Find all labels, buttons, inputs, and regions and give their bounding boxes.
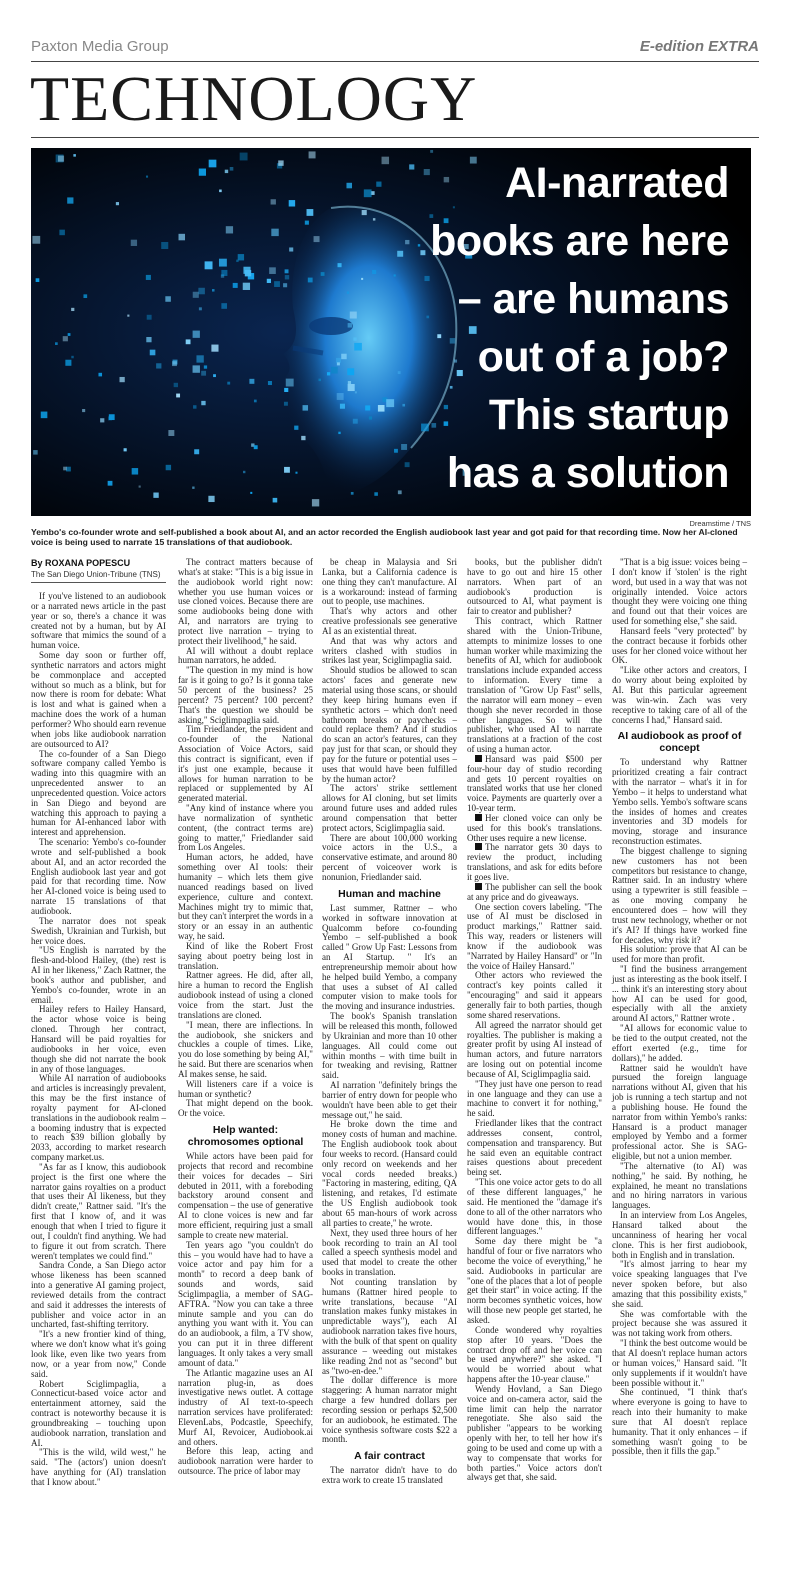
article-paragraph: "US English is narrated by the flesh-and-blood Hailey, (the) rest is AI in her likeness," Zach Rattner, the book's author and publisher, and Yembo's co-founder, wrote in an email.: [31, 945, 166, 1005]
article-paragraph: "AI allows for economic value to be tied to the output created, not the effort exerted (e.g., time for dollars)," he added.: [612, 1023, 747, 1063]
article-paragraph: Friedlander likes that the contract addresses consent, control, compensation and transparency. But he said even an equitable contract raises questions about precedent being set.: [467, 1118, 602, 1178]
bullet-paragraph: [467, 814, 602, 844]
headline-line: AI-narrated: [505, 159, 729, 207]
article-paragraph: The co-founder of a San Diego software company called Yembo is wading into this quagmire with an unprecedented answer to an unprecedented question. Voice actors in San Diego and beyond are watching this approach to paying a human for AI-enhanced labor with interest and apprehension.: [31, 748, 166, 838]
article-paragraph: Rattner said he wouldn't have pursued the foreign language narrations without AI, given that his job is running a tech startup and not a publishing house. He found the narrator from within Yembo's ranks: Hansard is a product manager employed by Yembo and a former professional actor. She is SAG-eligible, but not a union member.: [612, 1062, 747, 1162]
article-paragraph: be cheap in Malaysia and Sri Lanka, but a California cadence is one thing they can't manufacture. AI is a workaround: instead of farming out to people, use machines.: [322, 557, 457, 607]
article-paragraph: Next, they used three hours of her book recording to train an AI tool called a speech synthesis model and used that model to create the other books in translation.: [322, 1227, 457, 1278]
article-paragraph: "They just have one person to read in one language and they can use a machine to convert it for nothing," he said.: [467, 1078, 602, 1119]
article-paragraph: His solution: prove that AI can be used for more than profit.: [612, 944, 747, 965]
article-paragraph: Before this leap, acting and audiobook narration were harder to outsource. The price of labor may: [178, 1446, 313, 1477]
article-paragraph: "It's a new frontier kind of thing, where we don't know what it's going look like, even like two years from now, or a year from now," Conde said.: [31, 1329, 166, 1379]
article-paragraph: AI will without a doubt replace human narrators, he added.: [178, 645, 313, 666]
hero-image: [31, 148, 751, 516]
bullet-square-icon: [475, 843, 482, 850]
article-paragraph: Will listeners care if a voice is human or synthetic?: [178, 1078, 313, 1099]
article-column-3: [322, 558, 457, 1486]
subhead: Human and machine: [338, 887, 441, 900]
article-paragraph: Other actors who reviewed the contract's key points called it "encouraging" and said it appears generally fair to both parties, though some shared reservations.: [467, 970, 602, 1020]
headline-line: This startup: [488, 391, 729, 439]
article-paragraph: There are about 100,000 working voice actors in the U.S., a conservative estimate, and around 80 percent of voiceover work is nonunion, Friedlander said.: [322, 832, 457, 882]
article-paragraph: And that was why actors and writers clashed with studios in strikes last year, Sciglimpaglia said.: [322, 635, 457, 666]
article-paragraph: Last summer, Rattner – who worked in software innovation at Qualcomm before co-founding Yembo – self-published a book called " Grow Up Fast: Lessons from an AI Startup. " It's an entrepreneurship memoir about how he helped build Yembo, a company that uses a subset of AI called computer vision to make tools for the moving and insurance industries.: [322, 902, 457, 1012]
article-paragraph: She continued, "I think that's where everyone is going to have to reach into their humanity to make sure that AI doesn't replace humanity. That it only enhances – if something wasn't going to be possible, then it fills the gap.": [612, 1387, 747, 1457]
article-paragraph: If you've listened to an audiobook or a narrated news article in the past year or so, there's a chance it was created not by a human, but by AI software that mimics the sound of a human voice.: [31, 591, 166, 651]
photo-credit: Dreamstime / TNS: [689, 519, 751, 528]
article-paragraph: Ten years ago "you couldn't do this – you would have had to have a voice actor and pay him for a month" to record a deep bank of sounds and words, said Sciglimpaglia, a member of SAG-AFTRA. "Now you can take a three minute sample and you can do anything you want with it. You can do an audiobook, a film, a TV show, you can put it in three different languages. It only takes a very small amount of data.": [178, 1239, 313, 1368]
bullet-paragraph: [467, 843, 602, 882]
article-paragraph: The biggest challenge to signing new customers has not been competitors but resistance to change, Rattner said. In an industry where using a typewriter is still feasible – as one moving company he encountered does – how will they trust new technology, whether or not it's AI? If things have worked fine for decades, why risk it?: [612, 845, 747, 945]
bullet-square-icon: [475, 755, 482, 762]
article-paragraph: "As far as I know, this audiobook project is the first one where the narrator gains royalties on a product that uses their AI likeness, but they didn't create," Rattner said. "It's the first that I know of, and it was enough that when I tried to figure it out, I couldn't find anything. We had to figure it out from scratch. There weren't templates we could find.": [31, 1161, 166, 1261]
headline-line: books are here: [430, 217, 729, 265]
article-paragraph: "I think the best outcome would be that AI doesn't replace human actors or human voices," Hansard said. "It only supplements if it wouldn't have been possible without it.": [612, 1338, 747, 1388]
bullet-paragraph: [467, 883, 602, 903]
bullet-square-icon: [475, 814, 482, 821]
article-paragraph: "I mean, there are inflections. In the audiobook, she snickers and chuckles a couple of times. Like, you do lose something by being AI," he said. But there are scenarios when AI makes sense, he said.: [178, 1019, 313, 1079]
article-paragraph: Conde wondered why royalties stop after 10 years. "Does the contract drop off and her voice can be used anywhere?" she asked. "I would be worried about what happens after the 10-year clause.": [467, 1324, 602, 1385]
article-paragraph: "Any kind of instance where you have normalization of synthetic content, (the contract terms are) going to matter," Friedlander said from Los Angeles.: [178, 803, 313, 853]
article-paragraph: Kind of like the Robert Frost saying about poetry being lost in translation.: [178, 940, 313, 971]
article-paragraph: Should studios be allowed to scan actors' faces and generate new material using those scans, or should they keep hiring humans even if synthetic actors – which don't need bathroom breaks or paychecks – could replace them? And if studios do scan an actor's features, can they pay just for that scan, or should they pay for the future or potential uses – uses that would have been fulfilled by the human actor?: [322, 665, 457, 784]
article-paragraph: "I find the business arrangement just as interesting as the book itself. I ... think it's an interesting story about how AI can be used for good, especially with all the anxiety around AI actors," Rattner wrote .: [612, 964, 747, 1024]
article-paragraph: In an interview from Los Angeles, Hansard talked about the uncanniness of hearing her vocal clone. This is her first audiobook, both in English and in translation.: [612, 1210, 747, 1260]
article-column-5: [612, 558, 747, 1457]
article-paragraph: "The question in my mind is how far is it going to go? Is it gonna take 50 percent of the business? 25 percent? 75 percent? 100 percent? That's the question we should be asking," Sciglimpaglia said.: [178, 665, 313, 725]
article-paragraph: Some day soon or further off, synthetic narrators and actors might be commonplace and accepted without so much as a blink, but for now there is room for debate: What is lost and what is gained when a machine does the work of a human performer? Who should earn revenue when jobs like audiobook narration are outsourced to AI?: [31, 650, 166, 749]
headline-line: out of a job?: [477, 333, 729, 381]
article-paragraph: "It's almost jarring to hear my voice speaking languages that I've never spoken before, but also amazing that this possibility exists," she said.: [612, 1259, 747, 1309]
bullet-text: Her cloned voice can only be used for this book's translations. Other uses require a new license.: [467, 812, 602, 843]
headline-line: has a solution: [446, 449, 729, 497]
article-paragraph: The narrator does not speak Swedish, Ukrainian and Turkish, but her voice does.: [31, 915, 166, 946]
article-paragraph: Sandra Conde, a San Diego actor whose likeness has been scanned into a generative AI gaming project, reviewed details from the contract and said it addresses the interests of publisher and voice actor in an uncharted, fast-shifting territory.: [31, 1260, 166, 1330]
bullet-square-icon: [475, 883, 482, 890]
article-paragraph: Wendy Hovland, a San Diego voice and on-camera actor, said the time limit can help the narrator renegotiate. She also said the publisher "appears to be working openly with her, to tell her how it's going to be used and come up with a way to compensate that works for both parties." Voice actors don't always get that, she said.: [467, 1383, 602, 1483]
article-paragraph: "The alternative (to AI) was nothing," he said. By nothing, he explained, he meant no translations and no hiring narrators in various languages.: [612, 1160, 747, 1211]
photo-caption: Yembo's co-founder wrote and self-published a book about AI, and an actor recorded the English audiobook last year and got paid for that recording time. Now her AI-cloned voice is being used to narrate 15 translations of that audiobook.: [31, 527, 738, 547]
bullet-text: The narrator gets 30 days to review the product, including translations, and ask for edits before it goes live.: [467, 842, 602, 882]
article-paragraph: AI narration "definitely brings the barrier of entry down for people who wouldn't have been able to get their message out," he said.: [322, 1080, 457, 1120]
article-paragraph: That might depend on the book. Or the voice.: [178, 1098, 313, 1119]
article-paragraph: While AI narration of audiobooks and articles is increasingly prevalent, this may be the first instance of royalty payment for AI-cloned translations in the audiobook realm – a booming industry that is expected to reach $39 billion globally by 2033, according to market research company market.us.: [31, 1073, 166, 1163]
article-paragraph: Robert Sciglimpaglia, a Connecticut-based voice actor and entertainment attorney, said the contract is noteworthy because it is groundbreaking – touching upon audiobook narration, translation and AI.: [31, 1378, 166, 1448]
headline: [409, 154, 729, 502]
byline-source: The San Diego Union-Tribune (TNS): [31, 569, 166, 583]
edition-label: E-edition EXTRA: [639, 38, 759, 55]
article-paragraph: The Atlantic magazine uses an AI narration plug-in, as does investigative news outlet. A cottage industry of AI text-to-speech narration services have proliferated: ElevenLabs, Podcastle, Speechify, Murf AI, Revoicer, Audiobook.ai and others.: [178, 1367, 313, 1447]
article-paragraph: "This one voice actor gets to do all of these different languages," he said. He mentioned the "damage it's done to all of the other narrators who would have done this, in those different languages.": [467, 1177, 602, 1237]
brand-name: Paxton Media Group: [31, 38, 169, 55]
article-paragraph: She was comfortable with the project because she was assured it was not taking work from others.: [612, 1308, 747, 1339]
bullet-text: Hansard was paid $500 per four-hour day of studio recording and gets 10 percent royalties on translated works that use her cloned voice. Payments are quarterly over a 10-year term.: [467, 753, 602, 814]
article-paragraph: Some day there might be "a handful of four or five narrators who become the voice of everything," he said. Audiobooks in particular are "one of the places that a lot of people get their start" in voice acting. If the norm becomes synthetic voices, how will those new people get started, he asked.: [467, 1236, 602, 1325]
article-paragraph: Human actors, he added, have something over AI tools: their humanity – which lets them give nuanced readings based on lived experience, culture and context. Machines might try to mimic that, but they can't interpret the words in a story or an essay in an authentic way, he said.: [178, 852, 313, 942]
article-paragraph: Tim Friedlander, the president and co-founder of the National Association of Voice Actors, said this contract is significant, even if it's just one example, because it allows for human narration to be replaced or supplemented by AI generated material.: [178, 724, 313, 804]
article-paragraph: He broke down the time and money costs of human and machine. The English audiobook took about four weeks to record. (Hansard could only record on weekends and her vocal cords needed breaks.) "Factoring in mastering, editing, QA listening, and retakes, I'd estimate the US English audiobook took about 65 man-hours of work across all parties to create," he wrote.: [322, 1119, 457, 1228]
section-divider: [31, 137, 759, 138]
bullet-paragraph: [467, 755, 602, 814]
article-paragraph: "That is a big issue: voices being – I don't know if 'stolen' is the right word, but used in a way that was not originally intended. Voice actors thought they were voicing one thing and found out that their voices are used for something else," she said.: [612, 557, 747, 627]
section-title: TECHNOLOGY: [30, 63, 478, 134]
article-column-2: [178, 558, 313, 1477]
article-paragraph: The actors' strike settlement allows for AI cloning, but set limits around future uses and added rules around compensation that better protect actors, Sciglimpaglia said.: [322, 783, 457, 833]
article-paragraph: Hailey refers to Hailey Hansard, the actor whose voice is being cloned. Through her contract, Hansard will be paid royalties for audiobooks in her voice, even though she did not narrate the book in any of those languages.: [31, 1004, 166, 1074]
article-paragraph: The contract matters because of what's at stake: "This is a big issue in the audiobook world right now: whether you use human voices or use cloned voices. Because there are some audiobooks being done with AI, and narrators are trying to protect live narration – trying to protect their livelihood," he said.: [178, 557, 313, 646]
subhead: A fair contract: [354, 1450, 425, 1463]
article-paragraph: The narrator didn't have to do extra work to create 15 translated: [322, 1465, 457, 1486]
article-paragraph: That's why actors and other creative professionals see generative AI as an existential threat.: [322, 606, 457, 636]
article-paragraph: To understand why Rattner prioritized creating a fair contract with the narrator – what's it in for Yembo – it helps to understand what Yembo sells. Yembo's software scans the insides of homes and creates inventories and 3D models for moving, storage and insurance reconstruction estimates.: [612, 757, 747, 847]
article-paragraph: Not counting translation by humans (Rattner hired people to write translations, because "AI translation makes funky mistakes in unpredictable ways"), each AI audiobook narration takes five hours, with the bulk of that spent on quality assurance – weeding out mistakes like reading 2nd not as "second" but as "two-en-dee.": [322, 1276, 457, 1376]
article-paragraph: books, but the publisher didn't have to go out and hire 15 other narrators. When part of an audiobook's production is outsourced to AI, what payment is fair to creator and publisher?: [467, 557, 602, 617]
article-paragraph: The dollar difference is more staggering: A human narrator might charge a few hundred dollars per recording session or perhaps $2,500 for an audiobook, he estimated. The voice synthesis software costs $22 a month.: [322, 1375, 457, 1445]
article-column-4: [467, 558, 602, 1483]
article-paragraph: The book's Spanish translation will be released this month, followed by Ukrainian and more than 10 other languages. All could come out within months – with time built in for tweaking and revising, Rattner said.: [322, 1011, 457, 1081]
article-paragraph: "Like other actors and creators, I do worry about being exploited by AI. But this particular agreement was win-win. Zach was very receptive to taking care of all of the concerns I had," Hansard said.: [612, 665, 747, 725]
subhead: AI audiobook as proof of concept: [617, 730, 742, 755]
subhead: Help wanted: chromosomes optional: [187, 1124, 304, 1149]
headline-line: – are humans: [457, 275, 729, 323]
article-paragraph: This contract, which Rattner shared with the Union-Tribune, attempts to minimize losses to one human worker while maximizing the benefits of AI, which for audiobook translations include expanded access to information. Every time a translation of "Grow Up Fast" sells, the narrator will earn money – even though she never recorded in those other languages. So will the publisher, who used AI to narrate translations at a fraction of the cost of using a human actor.: [467, 616, 602, 755]
article-paragraph: The scenario: Yembo's co-founder wrote and self-published a book about AI, and an actor recorded the English audiobook last year and got paid for that recording time. Now her AI-cloned voice is being used to narrate 15 translations of that audiobook.: [31, 837, 166, 916]
article-paragraph: "This is the wild, wild west," he said. "The (actors') union doesn't have anything for (AI) translation that I know about.": [31, 1447, 166, 1487]
article-paragraph: One section covers labeling. "The use of AI must be disclosed in product markings," Rattner said. This way, readers or listeners will know if the audiobook was "Narrated by Hailey Hansard" or "In the voice of Hailey Hansard.": [467, 901, 602, 971]
article-paragraph: Rattner agrees. He did, after all, hire a human to record the English audiobook instead of using a cloned voice from the start. Just the translations are cloned.: [178, 970, 313, 1020]
bullet-text: The publisher can sell the book at any price and do giveaways.: [467, 881, 602, 902]
masthead: [31, 38, 759, 62]
article-paragraph: Hansard feels "very protected" by the contract because it forbids other uses for her cloned voice without her OK.: [612, 625, 747, 666]
article-paragraph: While actors have been paid for projects that record and recombine their voices for decades – Siri debuted in 2011, with a foreboding backstory around consent and compensation – the use of generative AI to clone voices is new and far more efficient, requiring just a small sample to create new material.: [178, 1151, 313, 1240]
article-paragraph: All agreed the narrator should get royalties. The publisher is making a greater profit by using AI instead of human actors, and future narrators are losing out on potential income because of AI, Sciglimpaglia said.: [467, 1019, 602, 1079]
article-column-1: [31, 558, 166, 1488]
byline-author: By ROXANA POPESCU: [31, 558, 131, 568]
